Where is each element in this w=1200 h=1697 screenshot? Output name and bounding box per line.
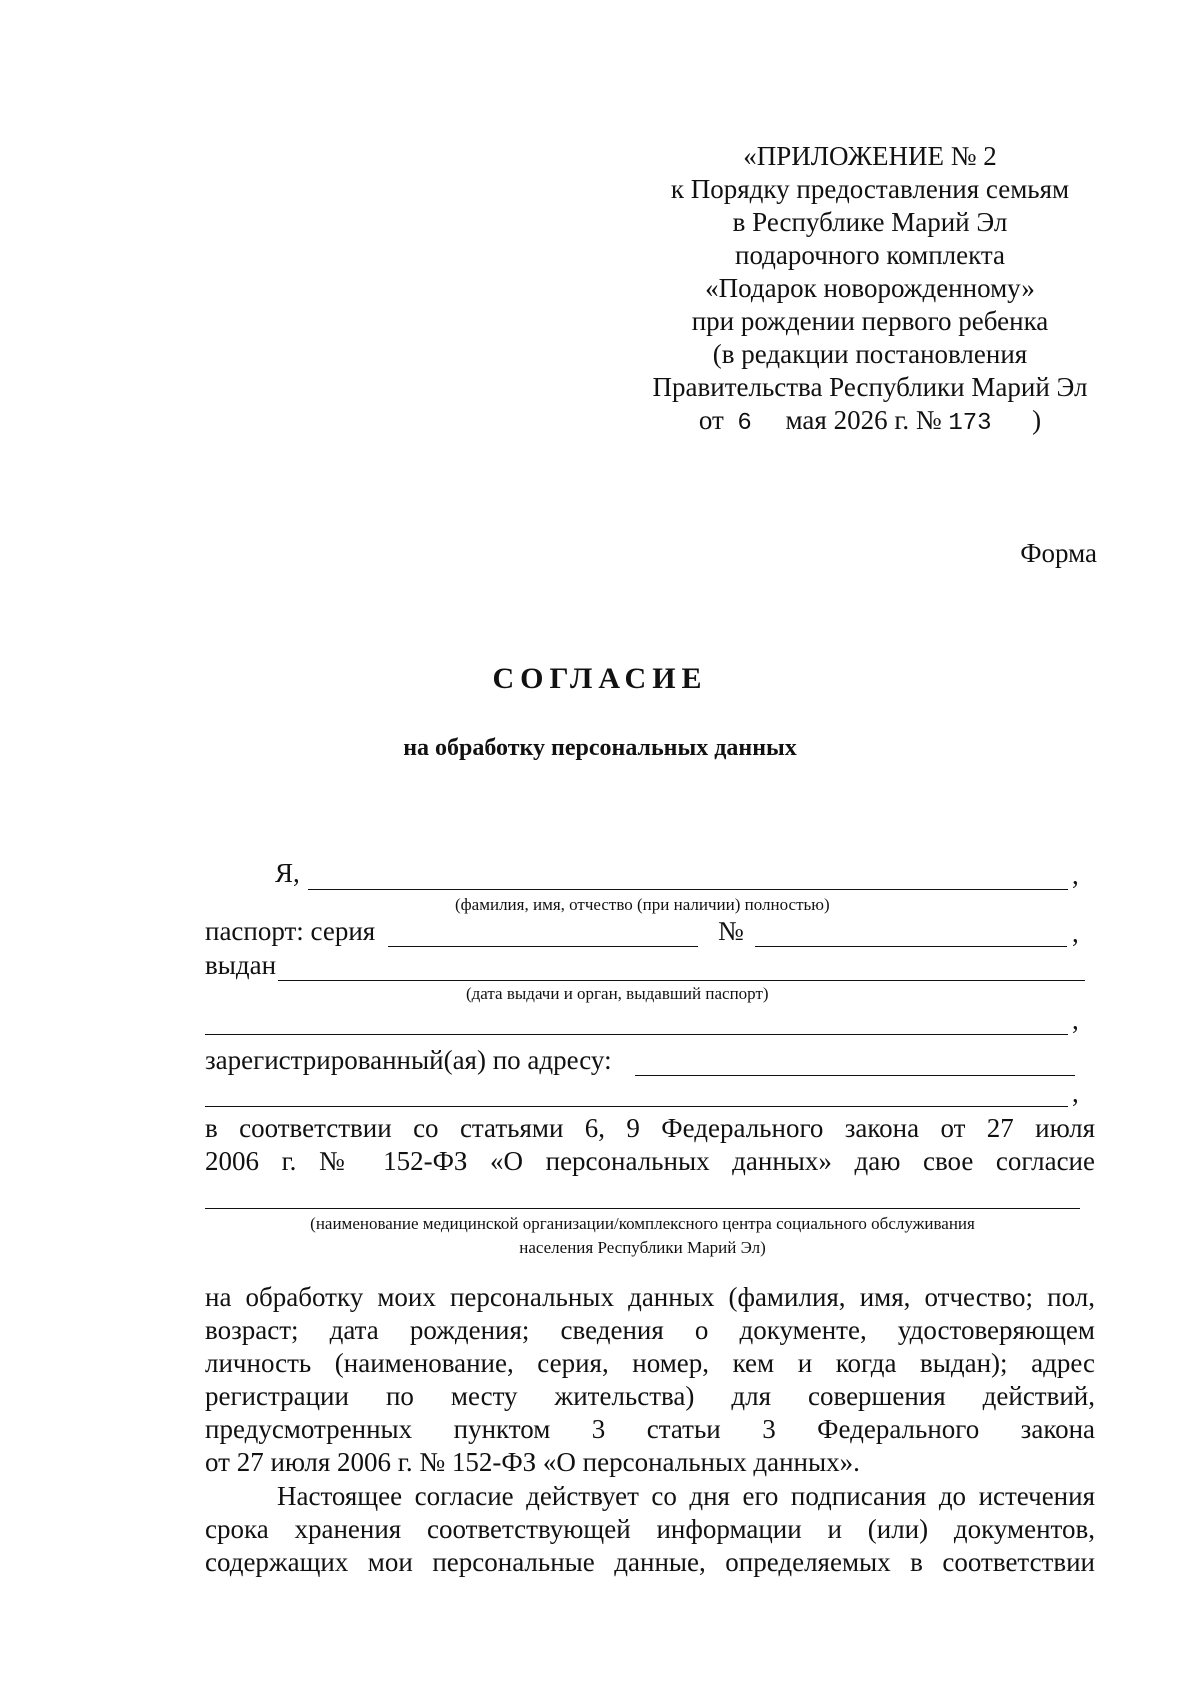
comma: , <box>1072 860 1079 890</box>
passport-number-field-line[interactable] <box>755 946 1067 947</box>
paragraph-line: Настоящее согласие действует со дня его подписания до истечения <box>277 1481 1095 1511</box>
registered-label: зарегистрированный(ая) по адресу: <box>205 1045 612 1075</box>
appendix-header <box>620 140 1120 440</box>
consent-line: 2006 г. № 152-ФЗ «О персональных данных» даю свое согласие <box>205 1146 1095 1176</box>
document-number: 173 <box>948 410 992 437</box>
address-field-line-2[interactable] <box>205 1106 1068 1107</box>
passport-number-sign: № <box>718 916 744 946</box>
paragraph-2-cont <box>205 1513 1095 1579</box>
date-month-year: мая 2026 г. № <box>785 405 942 435</box>
header-line: «Подарок новорожденному» <box>705 273 1035 303</box>
issued-field-line[interactable] <box>278 980 1085 981</box>
header-line: подарочного комплекта <box>735 240 1005 270</box>
date-day: 6 <box>737 410 752 437</box>
organization-field-line[interactable] <box>205 1208 1080 1209</box>
fio-hint: (фамилия, имя, отчество (при наличии) полностью) <box>455 895 830 914</box>
paragraph-line: от 27 июля 2006 г. № 152-ФЗ «О персональных данных». <box>205 1447 860 1477</box>
fio-field-line[interactable] <box>308 889 1068 890</box>
comma: , <box>1072 1078 1079 1108</box>
comma: , <box>1072 918 1079 948</box>
paragraph-line: содержащих мои персональные данные, определяемых в соответствии <box>205 1547 1095 1577</box>
issued-hint: (дата выдачи и орган, выдавший паспорт) <box>466 984 769 1003</box>
organization-hint <box>205 1212 1080 1260</box>
header-line: Правительства Республики Марий Эл <box>652 372 1088 402</box>
paragraph-line: регистрации по месту жительства) для совершения действий, <box>205 1381 1095 1411</box>
organization-hint-line: населения Республики Марий Эл) <box>519 1238 766 1257</box>
issued-label: выдан <box>205 950 277 980</box>
paragraph-2 <box>205 1480 1095 1513</box>
paragraph-line: возраст; дата рождения; сведения о документе, удостоверяющем <box>205 1315 1095 1345</box>
organization-hint-line: (наименование медицинской организации/комплексного центра социального обслуживания <box>310 1214 975 1233</box>
comma: , <box>1072 1005 1079 1035</box>
ya-label: Я, <box>275 858 300 888</box>
header-date-line <box>620 404 1120 440</box>
header-line: в Республике Марий Эл <box>732 207 1008 237</box>
consent-line: в соответствии со статьями 6, 9 Федерального закона от 27 июля <box>205 1113 1095 1143</box>
header-line: при рождении первого ребенка <box>691 306 1049 336</box>
header-line: к Порядку предоставления семьям <box>670 174 1070 204</box>
header-line: «ПРИЛОЖЕНИЕ № 2 <box>743 141 997 171</box>
address-field-line[interactable] <box>635 1075 1075 1076</box>
header-line: (в редакции постановления <box>712 339 1028 369</box>
date-prefix: от <box>698 405 724 435</box>
date-suffix: ) <box>1032 405 1042 435</box>
consent-text <box>205 1112 1095 1178</box>
form-label: Форма <box>1020 538 1097 568</box>
paragraph-line: на обработку моих персональных данных (фамилия, имя, отчество; пол, <box>205 1282 1095 1312</box>
issued-field-line-2[interactable] <box>205 1034 1068 1035</box>
document-title: СОГЛАСИЕ <box>492 662 708 695</box>
paragraph-1 <box>205 1281 1095 1479</box>
passport-series-field-line[interactable] <box>388 946 698 947</box>
paragraph-line: предусмотренных пунктом 3 статьи 3 Федерального закона <box>205 1414 1095 1444</box>
paragraph-line: личность (наименование, серия, номер, кем и когда выдан); адрес <box>205 1348 1095 1378</box>
document-subtitle: на обработку персональных данных <box>403 735 797 761</box>
passport-series-label: паспорт: серия <box>205 916 376 946</box>
paragraph-line: срока хранения соответствующей информации и (или) документов, <box>205 1514 1095 1544</box>
